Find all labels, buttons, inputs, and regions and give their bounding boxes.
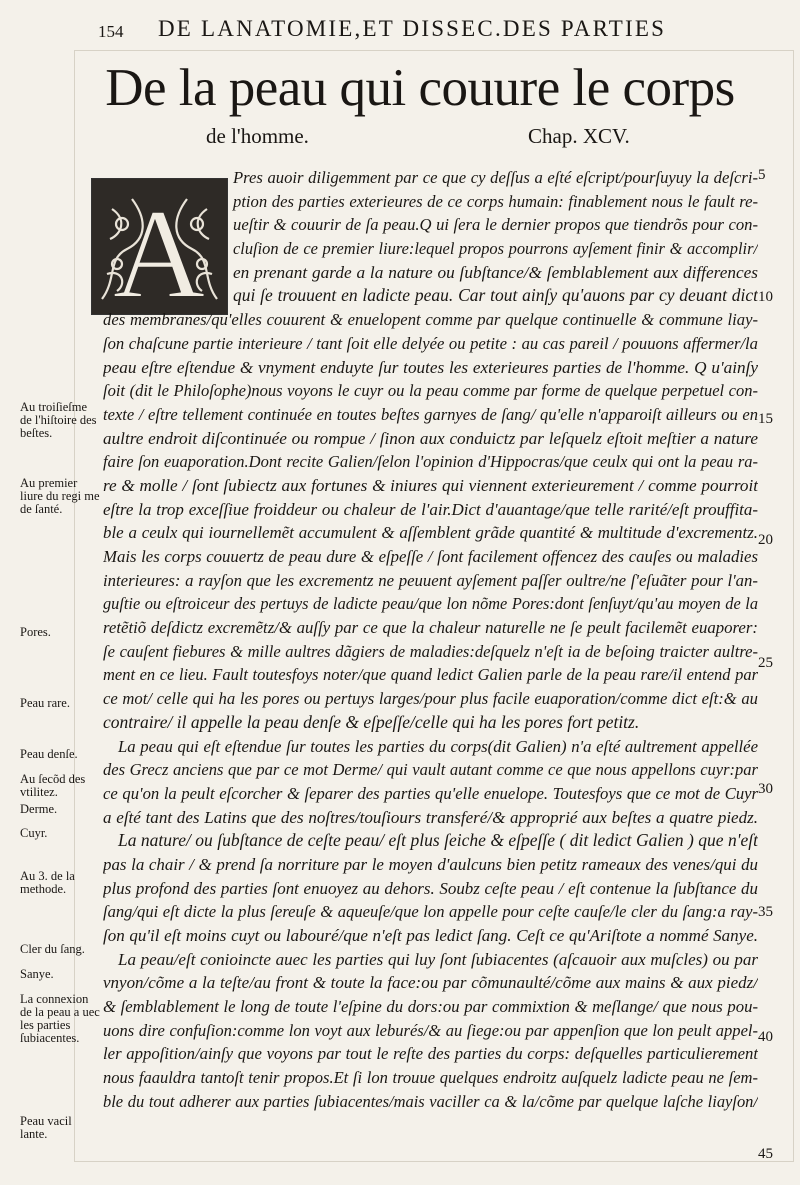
text-line: ble a ceulx qui iournellemẽt accumulent & aſſemblent grãde quantité & multitude d'excrementz. [103, 523, 758, 543]
text-line: ſon chaſcune partie interieure / tant ſoit elle delyée ou petite : au cas pareil / pouuons affermer/la [103, 333, 758, 353]
text-line: ble du tout adherer aux parties ſubiacentes/mais vaciller ca & la/cõme par quelque laſche liayſon/ [103, 1091, 758, 1111]
text-line: ce mot/ celle qui ha les pores ou pertuys larges/pour plus facile euaporation/comme dict eſt:& au [103, 689, 758, 709]
margin-note: Sanye. [20, 967, 54, 981]
text-line: ler appoſition/ainſy que voyons par tout le reſte des parties du corps: deſquelles particulierement [103, 1044, 758, 1064]
body-text [103, 166, 758, 1114]
line-number: 10 [758, 289, 773, 305]
text-line: contraire/ il appelle la peau denſe & eſpeſſe/celle qui ha les pores fort petitz. [103, 711, 640, 732]
text-line: interieures: a rayſon que les excrementz ne peuuent ayſement paſſer oultre/ne ſ'eſuãter pour l'an- [103, 570, 758, 590]
text-line: plus profond des parties ſont enuoyez au dehors. Soubz ceſte peau / eſt contenue la ſubſtance du [103, 878, 758, 898]
text-line: des membranes/qu'elles couurent & enuelopent comme par quelque continuelle & commune liay- [103, 310, 758, 330]
text-line: ſe cauſent fiebures & mille aultres dãgiers de maladies:deſquelz n'eſt ia de beſoing traicter aultre- [103, 641, 758, 661]
text-line: en prenant garde a la nature ou ſubſtance/& ſemblablement aux differences [233, 262, 758, 282]
text-line: cluſion de ce premier liure:lequel propos pourrons ayſement finir & accomplir/ [233, 239, 758, 259]
margin-note: La connexion de la peau a uec les parties ſubiacentes. [20, 992, 100, 1045]
line-number: 35 [758, 904, 773, 920]
text-line: peau eſtre eſtendue & vnyment enduyte ſur toutes les exterieures parties de l'homme. Q u'ainſy [103, 357, 758, 377]
text-line: nous faauldra tantoſt tenir propos.Et ſi lon trouue quelques endroitz auſquelz ladicte peau ne ſem- [103, 1068, 758, 1088]
text-line: re & molle / ſont ſubiectz aux fortunes & iniures qui viennent exterieurement / comme pourroit [103, 475, 758, 495]
margin-note: Au ſecõd des vtilitez. [20, 772, 86, 799]
text-line: ce qu'on la peult eſcorcher & ſeparer des parties qu'elle enuelope. Toutesfoys que ce mot de Cuyr [103, 783, 758, 803]
page-number: 154 [98, 22, 124, 41]
chapter-subtitle: de l'homme. [206, 124, 309, 148]
text-line: faire ſon euaporation.Dont recite Galien/ſelon l'opinion d'Hippocras/que ceulx qui ont la peau ra- [103, 452, 758, 472]
margin-note: Au troiſieſme de l'hiſtoire des beſtes. [20, 400, 97, 440]
text-line: aultre endroit diſcontinuée ou rompue / ſinon aux conduictz par leſquelz eſtoit meſtier a nature [103, 428, 758, 448]
text-line: a eſté tant des Latins que des noſtres/touſiours transferé/& approprié aux beſtes a quatre piedz. [103, 807, 758, 827]
line-number: 25 [758, 655, 773, 671]
margin-note: Pores. [20, 625, 51, 639]
text-line: & ſemblablement le long de toute l'eſpine du dors:ou par commixtion & meſlange/ que nous pou- [103, 997, 758, 1017]
text-line: ueſtir & couurir de ſa peau.Q ui ſera le dernier propos que tiendrõs pour con- [233, 215, 758, 235]
text-line: La nature/ ou ſubſtance de ceſte peau/ eſt plus ſeiche & eſpeſſe ( dit ledict Galien ) que n'eſt [118, 830, 758, 851]
text-line: La peau qui eſt eſtendue ſur toutes les parties du corps(dit Galien) n'a eſté aultrement appellée [118, 736, 758, 756]
line-number: 5 [758, 167, 766, 183]
text-line: uons dire confuſion:comme lon voyt aux leburés/& au ſiege:ou par appenſion que lon peult appel- [103, 1020, 758, 1040]
text-line: pas la chair / & prend ſa norriture par le moyen d'aulcuns bien petitz rameaux des venes/qui du [103, 854, 758, 874]
margin-note: Au premier liure du regi me de ſanté. [20, 476, 100, 516]
margin-note: Peau rare. [20, 696, 70, 710]
line-number: 30 [758, 781, 773, 797]
text-line: retẽtiõ deſdictz excremẽtz/& auſſy par ce que la chaleur naturelle ne ſe peult facilemẽt euaporer: [103, 618, 758, 638]
text-line: vnyon/cõme a la teſte/au front & toute la face:ou par cõmunaulté/cõme aux mains & aux piedz/ [103, 973, 758, 993]
chapter-number: Chap. XCV. [528, 124, 630, 148]
running-head: DE LANATOMIE,ET DISSEC.DES PARTIES [158, 16, 667, 41]
margin-note: Au 3. de la methode. [20, 869, 75, 896]
text-line: ſon qu'il eſt moins cuyt ou labouré/que n'eſt pas ledict ſang. Ceſt ce qu'Ariſtote a nommé Sanye. [103, 926, 758, 945]
text-line: ment en ce lieu. Fault toutesfoys noter/que quand ledict Galien parle de la peau rare/il entend par [103, 665, 758, 685]
line-number: 15 [758, 411, 773, 427]
margin-note: Cler du ſang. [20, 942, 85, 956]
text-line: qui ſe trouuent en ladicte peau. Car tout ainſy qu'auons par cy deuant dict [233, 285, 758, 306]
text-line: des Grecz anciens que par ce mot Derme/ qui vault autant comme ce que nous appellons cuyr:par [103, 760, 758, 780]
line-number: 45 [758, 1146, 773, 1162]
text-line: ſoit (dit le Philoſophe)nous voyons le cuyr ou la peau comme par forme de quelque perpetuel con- [103, 381, 758, 401]
text-line: texte / eſtre tellement continuée en toutes beſtes garnyes de ſang/ qu'elle n'apparoiſt ailleurs ou en [103, 404, 758, 424]
margin-note: Peau vacil lante. [20, 1114, 72, 1141]
line-number: 40 [758, 1029, 773, 1045]
drop-cap-letter: A [112, 183, 206, 314]
margin-note: Cuyr. [20, 826, 48, 840]
text-line: ption des parties exterieures de ce corps humain: finablement nous le fault re- [233, 191, 758, 211]
text-line: ſang/qui eſt dicte la plus ſereuſe & aqueuſe/que lon appelle pour ceſte cauſe/le cler du ſang:a ray- [103, 902, 758, 922]
margin-note: Derme. [20, 802, 58, 816]
chapter-title: De la peau qui couure le corps [105, 59, 735, 117]
margin-note: Peau denſe. [20, 747, 78, 761]
text-line: Pres auoir diligemment par ce que cy deſſus a eſté eſcript/pourſuyuy la deſcri- [233, 168, 758, 187]
text-line: La peau/eſt conioincte auec les parties qui luy ſont ſubiacentes (aſcauoir aux muſcles) ou par [118, 949, 758, 969]
text-line: guſtie ou eſtroiceur des pertuys de ladicte peau/que lon nõme Pores:dont ſenſuyt/qu'au moyen de la [103, 594, 758, 614]
text-line: eſtre la trop exceſſiue froiddeur ou chaleur de l'air.Dict d'auantage/que telle rarité/eſt prouffita- [103, 499, 758, 519]
text-line: Mais les corps couuertz de peau dure & eſpeſſe / ſont facilement offencez des cauſes ou maladies [103, 547, 758, 566]
line-number: 20 [758, 532, 773, 548]
